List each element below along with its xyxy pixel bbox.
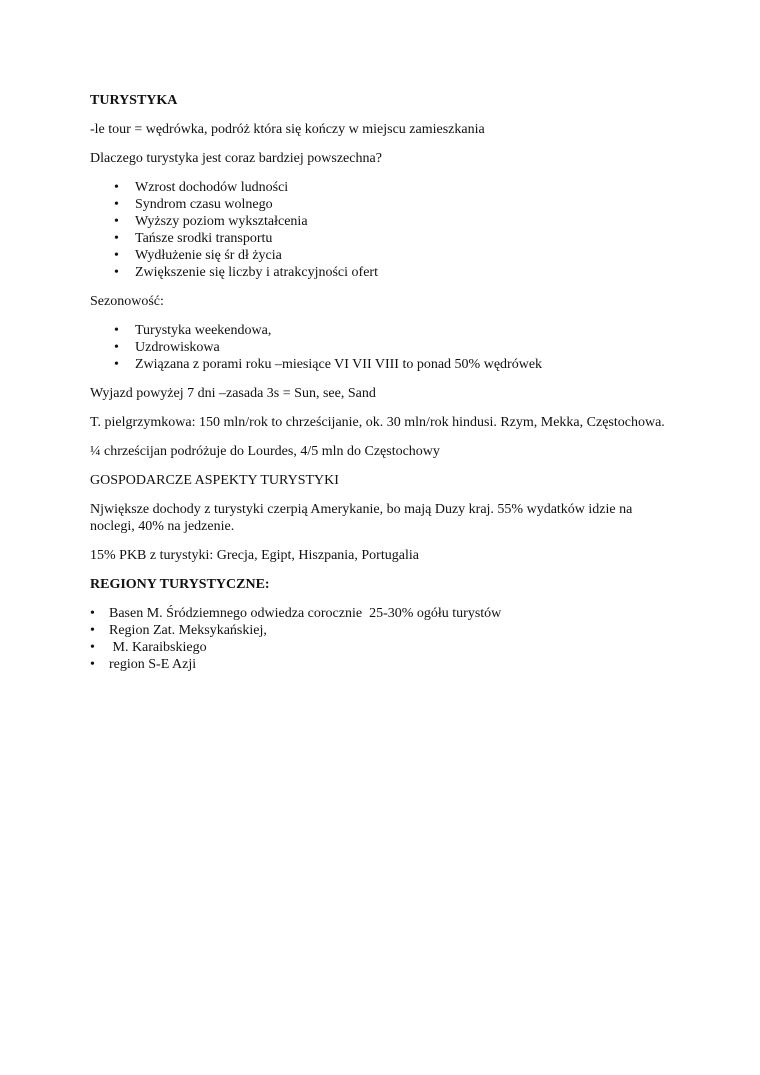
list-item: • Tańsze srodki transportu <box>90 230 680 247</box>
economic-text: Njwiększe dochody z turystyki czerpią Amerykanie, bo mają Duzy kraj. 55% wydatków idzie na noclegi, 40% na jedzenie. <box>90 502 633 534</box>
list-item: • region S-E Azji <box>90 656 680 673</box>
gdp-text: 15% PKB z turystyki: Grecja, Egipt, Hiszpania, Portugalia <box>90 548 419 563</box>
list-item: • Syndrom czasu wolnego <box>90 196 680 213</box>
document-content <box>90 92 680 673</box>
seasonality-list <box>90 322 680 373</box>
pilgrimage-text-2: ¼ chrześcijan podróżuje do Lourdes, 4/5 mln do Częstochowy <box>90 444 440 459</box>
list-item: • Uzdrowiskowa <box>90 339 680 356</box>
definition-text: -le tour = wędrówka, podróż która się kończy w miejscu zamieszkania <box>90 122 485 137</box>
list-item: • Turystyka weekendowa, <box>90 322 680 339</box>
trip-rule-text: Wyjazd powyżej 7 dni –zasada 3s = Sun, see, Sand <box>90 386 376 401</box>
reasons-list <box>90 179 680 281</box>
list-item: • Wzrost dochodów ludności <box>90 179 680 196</box>
economic-heading: GOSPODARCZE ASPEKTY TURYSTYKI <box>90 473 339 488</box>
regions-list <box>90 605 680 673</box>
list-item: • Wydłużenie się śr dł życia <box>90 247 680 264</box>
list-item: • Wyższy poziom wykształcenia <box>90 213 680 230</box>
list-item: • Region Zat. Meksykańskiej, <box>90 622 680 639</box>
question-text: Dlaczego turystyka jest coraz bardziej powszechna? <box>90 151 382 166</box>
list-item: • M. Karaibskiego <box>90 639 680 656</box>
seasonality-label: Sezonowość: <box>90 294 164 309</box>
list-item: • Związana z porami roku –miesiące VI VII VIII to ponad 50% wędrówek <box>90 356 680 373</box>
pilgrimage-text: T. pielgrzymkowa: 150 mln/rok to chrześcijanie, ok. 30 mln/rok hindusi. Rzym, Mekka, Częstochowa. <box>90 415 665 430</box>
list-item: • Zwiększenie się liczby i atrakcyjności ofert <box>90 264 680 281</box>
list-item: • Basen M. Śródziemnego odwiedza corocznie 25-30% ogółu turystów <box>90 605 680 622</box>
regions-heading: REGIONY TURYSTYCZNE: <box>90 577 270 592</box>
document-title: TURYSTYKA <box>90 93 178 108</box>
